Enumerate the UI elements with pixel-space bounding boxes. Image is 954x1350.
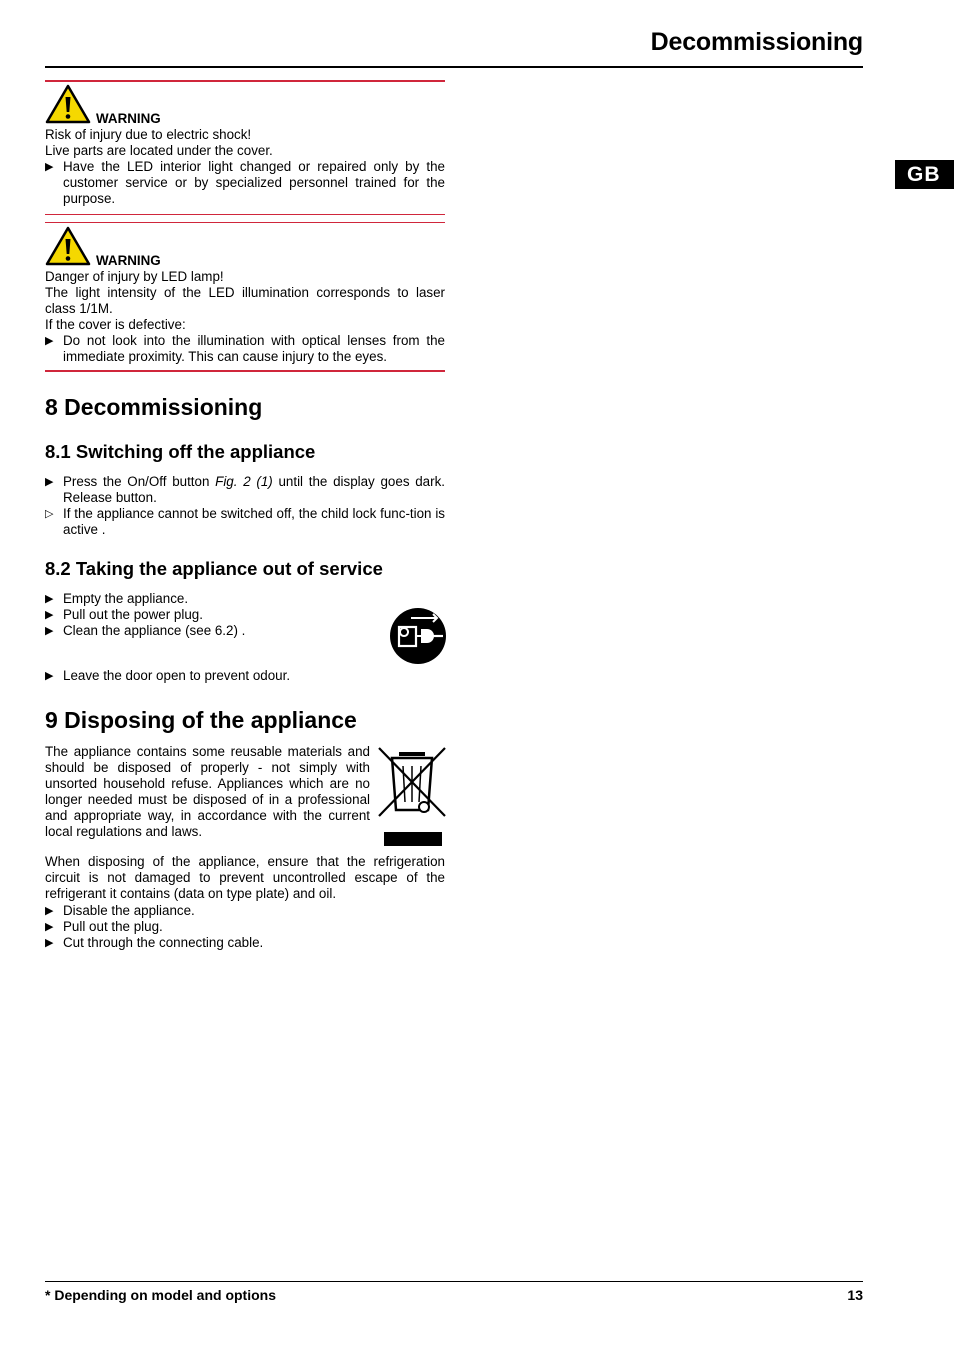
subsection-8-2 (45, 557, 445, 581)
filled-triangle-bullet-icon: ▶ (45, 937, 54, 949)
instruction-step: ▶ Leave the door open to prevent odour. (45, 668, 291, 683)
subsection-heading: 8.1 Switching off the appliance (45, 441, 316, 462)
instruction-step: ▶ Empty the appliance. (45, 591, 189, 606)
filled-triangle-bullet-icon: ▶ (45, 476, 54, 488)
warning-top-rule (45, 80, 445, 82)
instruction-step: ▶ Clean the appliance (see 6.2) . (45, 623, 246, 638)
weee-crossed-bin-icon (377, 746, 447, 820)
filled-triangle-bullet-icon: ▶ (45, 625, 54, 637)
warning-triangle-icon (45, 226, 91, 266)
instruction-step: ▶ Pull out the power plug. (45, 607, 203, 622)
result-note: ▷ If the appliance cannot be switched off, the child lock func-tion is active . (45, 506, 445, 537)
warning-body (45, 269, 445, 365)
footer-note: * Depending on model and options (45, 1287, 276, 1303)
warning-text: Danger of injury by LED lamp! (45, 269, 224, 284)
warning-triangle-icon (45, 84, 91, 124)
outline-triangle-bullet-icon: ▷ (45, 508, 54, 520)
subsection-8-1 (45, 440, 445, 464)
warning-label: WARNING (96, 253, 161, 268)
subsection-8-1-body (45, 474, 445, 538)
header-rule (45, 66, 863, 68)
warning-text: The light intensity of the LED illumination corresponds to laser class 1/1M. (45, 285, 445, 316)
filled-triangle-bullet-icon: ▶ (45, 593, 54, 605)
disposal-paragraph: The appliance contains some reusable materials and should be disposed of properly - not simply with unsorted household refuse. Appliances which are no longer needed must be disposed of in a professional and appropriate way, in accordance with the current local regulations and laws. (45, 744, 370, 839)
figure-reference: Fig. 2 (1) (215, 474, 273, 489)
filled-triangle-bullet-icon: ▶ (45, 921, 54, 933)
filled-triangle-bullet-icon: ▶ (45, 609, 54, 621)
instruction-step: ▶ Do not look into the illumination with optical lenses from the immediate proximity. This can cause injury to the eyes. (45, 333, 445, 364)
subsection-8-2-steps (45, 591, 375, 639)
unplug-icon (389, 607, 447, 665)
disposal-steps (45, 903, 445, 951)
warning-bottom-rule (45, 370, 445, 372)
filled-triangle-bullet-icon: ▶ (45, 335, 54, 347)
instruction-step: ▶ Disable the appliance. (45, 903, 195, 918)
weee-bar (384, 832, 442, 846)
instruction-step: ▶ Press the On/Off button Fig. 2 (1) until the display goes dark. Release button. (45, 474, 445, 505)
section-9 (45, 706, 445, 734)
warning-label: WARNING (96, 111, 161, 126)
instruction-step: ▶ Cut through the connecting cable. (45, 935, 264, 950)
warning-text: Risk of injury due to electric shock! (45, 127, 252, 142)
instruction-step: ▶ Have the LED interior light changed or repaired only by the customer service or by specialized personnel trained for the purpose. (45, 159, 445, 206)
filled-triangle-bullet-icon: ▶ (45, 161, 54, 173)
language-tab: GB (895, 160, 954, 189)
section-8 (45, 393, 445, 421)
subsection-heading: 8.2 Taking the appliance out of service (45, 558, 383, 579)
subsection-8-2-last-step (45, 668, 445, 684)
warning-top-rule (45, 222, 445, 223)
filled-triangle-bullet-icon: ▶ (45, 905, 54, 917)
warning-text: Live parts are located under the cover. (45, 143, 273, 158)
section-heading: 9 Disposing of the appliance (45, 707, 357, 733)
disposal-paragraph: When disposing of the appliance, ensure that the refrigeration circuit is not damaged to prevent uncontrolled escape of the refrigerant it contains (data on type plate) and oil. (45, 854, 445, 901)
instruction-step: ▶ Pull out the plug. (45, 919, 163, 934)
warning-text: If the cover is defective: (45, 317, 186, 332)
warning-body (45, 127, 445, 207)
page-header-title: Decommissioning (650, 28, 863, 56)
page-number: 13 (847, 1287, 863, 1303)
section-heading: 8 Decommissioning (45, 394, 263, 420)
filled-triangle-bullet-icon: ▶ (45, 670, 54, 682)
warning-bottom-rule (45, 214, 445, 215)
footer-rule (45, 1281, 863, 1282)
